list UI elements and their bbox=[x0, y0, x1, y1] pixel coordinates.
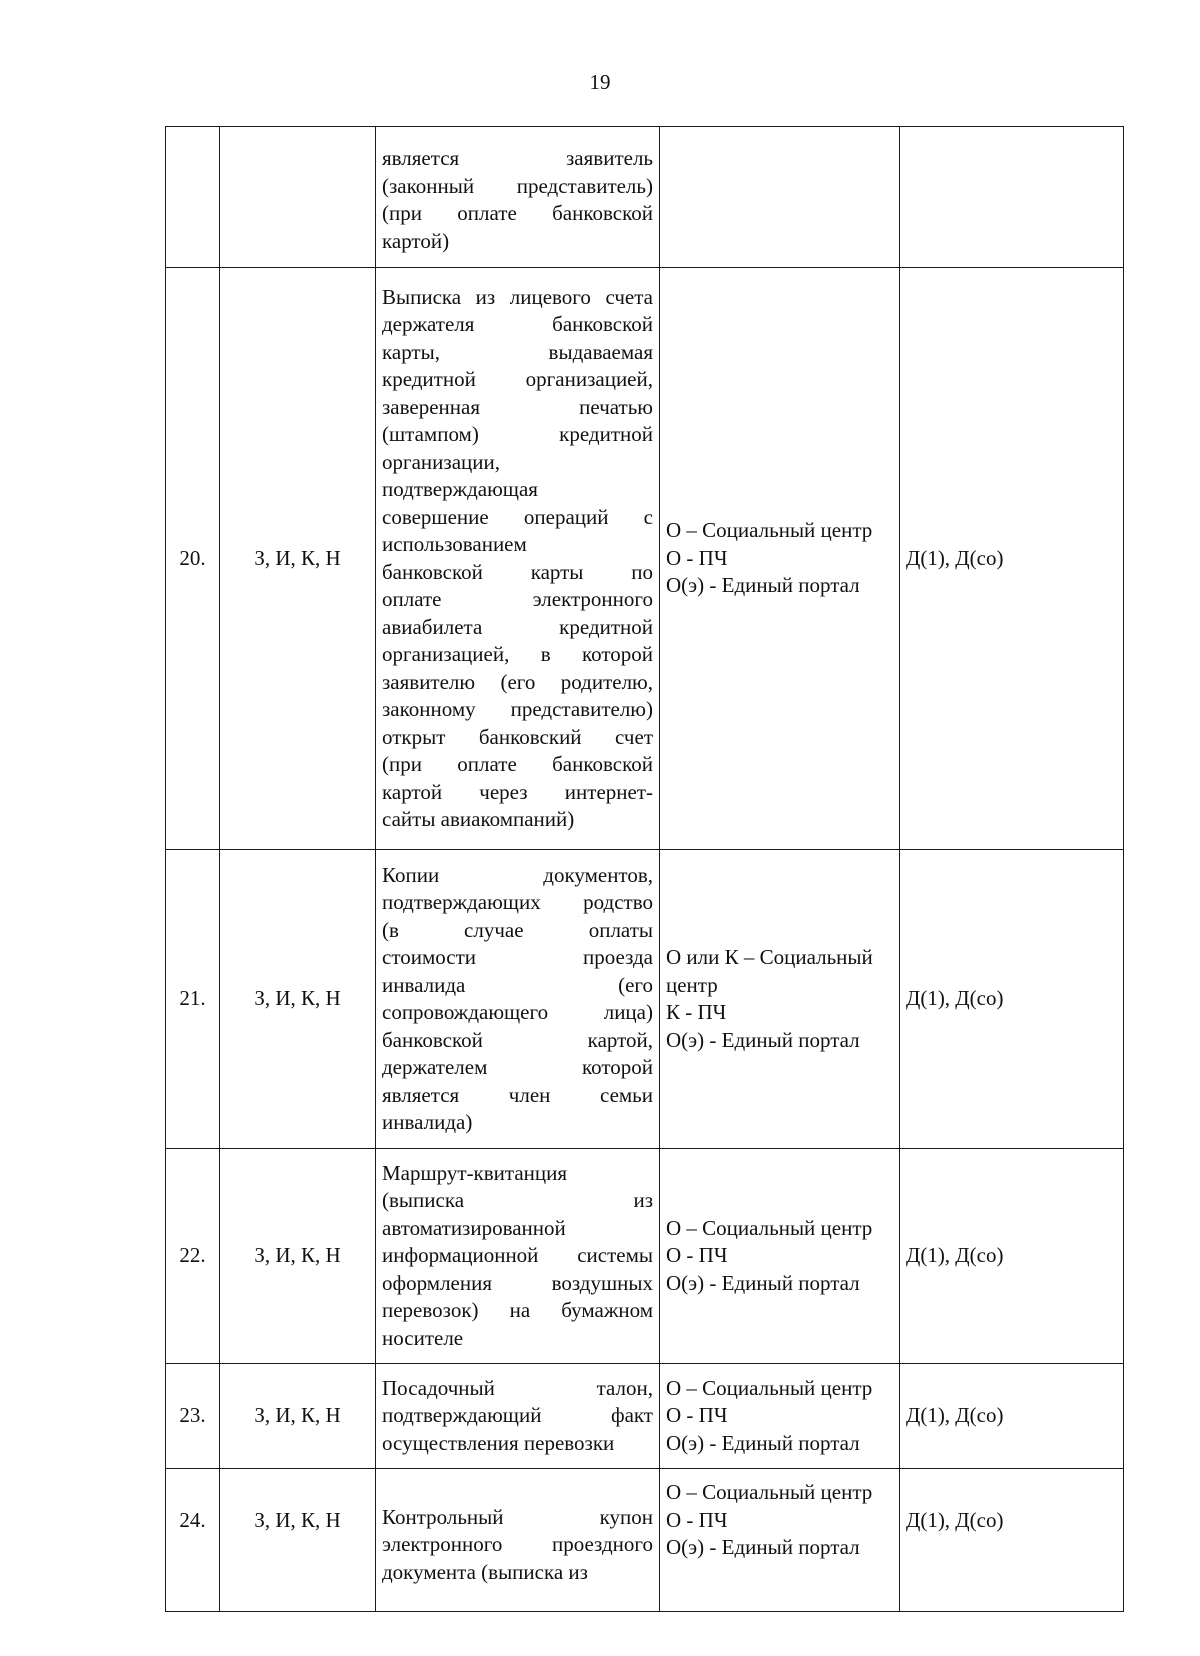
description-line: является заявитель bbox=[382, 146, 653, 170]
document-types bbox=[900, 127, 1124, 268]
description-line: подтверждающая bbox=[382, 477, 538, 501]
row-number: 20. bbox=[166, 268, 220, 850]
row-number: 24. bbox=[166, 1469, 220, 1612]
description-line: открыт банковский счет bbox=[382, 724, 653, 749]
description-line: Выписка из лицевого счета bbox=[382, 284, 653, 309]
document-types: Д(1), Д(со) bbox=[900, 1469, 1124, 1612]
table-row bbox=[166, 850, 1124, 1149]
description-line: (при оплате банковской bbox=[382, 201, 653, 225]
table-row bbox=[166, 268, 1124, 850]
applicant-categories: З, И, К, Н bbox=[220, 1149, 376, 1364]
description-line: совершение операций с bbox=[382, 504, 653, 529]
description-line: информационной системы bbox=[382, 1243, 653, 1268]
submission-method-line: О – Социальный центр bbox=[666, 1375, 873, 1400]
description-line: электронного проездного bbox=[382, 1532, 653, 1557]
table-row bbox=[166, 127, 1124, 268]
document-description bbox=[376, 1469, 660, 1612]
submission-method-line: О(э) - Единый портал bbox=[666, 1535, 860, 1559]
submission-method bbox=[660, 127, 900, 268]
description-line: оформления воздушных bbox=[382, 1270, 653, 1295]
description-line: Копии документов, bbox=[382, 862, 653, 887]
submission-method-line: О - ПЧ bbox=[666, 1507, 728, 1532]
description-line: кредитной организацией, bbox=[382, 367, 653, 391]
applicant-categories: З, И, К, Н bbox=[220, 268, 376, 850]
description-line: носителе bbox=[382, 1325, 464, 1350]
document-types: Д(1), Д(со) bbox=[900, 850, 1124, 1149]
description-line: картой) bbox=[382, 228, 450, 253]
submission-method-line: О – Социальный центр bbox=[666, 518, 873, 543]
applicant-categories bbox=[220, 127, 376, 268]
description-line: документа (выписка из bbox=[382, 1559, 588, 1584]
description-line: сайты авиакомпаний) bbox=[382, 807, 575, 831]
document-types: Д(1), Д(со) bbox=[900, 1364, 1124, 1469]
document-description bbox=[376, 268, 660, 850]
description-line: автоматизированной bbox=[382, 1215, 566, 1240]
document-types: Д(1), Д(со) bbox=[900, 268, 1124, 850]
description-line: перевозок) на бумажном bbox=[382, 1298, 653, 1323]
row-number: 22. bbox=[166, 1149, 220, 1364]
submission-method bbox=[660, 1149, 900, 1364]
description-line: карты, выдаваемая bbox=[382, 339, 653, 364]
description-line: (выписка из bbox=[382, 1188, 653, 1213]
applicant-categories: З, И, К, Н bbox=[220, 1469, 376, 1612]
description-line: (законный представитель) bbox=[382, 173, 653, 198]
description-line: Маршрут-квитанция bbox=[382, 1160, 568, 1185]
description-line: организации, bbox=[382, 449, 500, 474]
description-line: инвалида) bbox=[382, 1110, 473, 1134]
submission-method bbox=[660, 1364, 900, 1469]
description-line: сопровождающего лица) bbox=[382, 1000, 653, 1024]
submission-method-line: О или К – Социальный bbox=[666, 945, 873, 969]
row-number bbox=[166, 127, 220, 268]
document-description bbox=[376, 1149, 660, 1364]
page-number: 19 bbox=[589, 70, 611, 94]
description-line: банковской карты по bbox=[382, 559, 653, 584]
table-row bbox=[166, 1364, 1124, 1469]
documents-table bbox=[165, 126, 1124, 1612]
submission-method-line: О(э) - Единый портал bbox=[666, 573, 860, 598]
submission-method-line: О - ПЧ bbox=[666, 1403, 728, 1428]
description-line: законному представителю) bbox=[382, 697, 653, 721]
document-description bbox=[376, 127, 660, 268]
description-line: подтверждающих родство bbox=[382, 890, 653, 914]
table-row bbox=[166, 1469, 1124, 1612]
description-line: заявителю (его родителю, bbox=[382, 669, 653, 694]
submission-method-line: центр bbox=[666, 972, 718, 997]
description-line: Контрольный купон bbox=[382, 1504, 653, 1529]
description-line: подтверждающий факт bbox=[382, 1403, 653, 1428]
description-line: заверенная печатью bbox=[382, 394, 653, 419]
description-line: авиабилета кредитной bbox=[382, 614, 653, 639]
description-line: стоимости проезда bbox=[382, 945, 653, 969]
submission-method bbox=[660, 850, 900, 1149]
description-line: использованием bbox=[382, 532, 527, 556]
description-line: (штампом) кредитной bbox=[382, 422, 653, 446]
document-description bbox=[376, 1364, 660, 1469]
submission-method-line: О(э) - Единый портал bbox=[666, 1027, 860, 1052]
description-line: (при оплате банковской bbox=[382, 752, 653, 776]
description-line: банковской картой, bbox=[382, 1027, 653, 1052]
description-line: организацией, в которой bbox=[382, 642, 653, 666]
applicant-categories: З, И, К, Н bbox=[220, 850, 376, 1149]
submission-method-line: О(э) - Единый портал bbox=[666, 1430, 860, 1455]
description-line: картой через интернет- bbox=[382, 779, 653, 804]
description-line: инвалида (его bbox=[382, 972, 653, 997]
description-line: (в случае оплаты bbox=[382, 917, 653, 942]
submission-method-line: О – Социальный центр bbox=[666, 1480, 873, 1504]
submission-method-line: О - ПЧ bbox=[666, 1243, 728, 1268]
submission-method-line: К - ПЧ bbox=[666, 1000, 727, 1024]
applicant-categories: З, И, К, Н bbox=[220, 1364, 376, 1469]
submission-method bbox=[660, 268, 900, 850]
submission-method-line: О(э) - Единый портал bbox=[666, 1270, 860, 1295]
description-line: держателем которой bbox=[382, 1055, 653, 1079]
description-line: держателя банковской bbox=[382, 312, 653, 336]
description-line: оплате электронного bbox=[382, 587, 653, 611]
description-line: Посадочный талон, bbox=[382, 1375, 653, 1400]
row-number: 21. bbox=[166, 850, 220, 1149]
submission-method bbox=[660, 1469, 900, 1612]
table-row bbox=[166, 1149, 1124, 1364]
row-number: 23. bbox=[166, 1364, 220, 1469]
description-line: осуществления перевозки bbox=[382, 1430, 615, 1455]
document-description bbox=[376, 850, 660, 1149]
description-line: является член семьи bbox=[382, 1082, 653, 1107]
document-types: Д(1), Д(со) bbox=[900, 1149, 1124, 1364]
submission-method-line: О - ПЧ bbox=[666, 545, 728, 570]
submission-method-line: О – Социальный центр bbox=[666, 1215, 873, 1240]
